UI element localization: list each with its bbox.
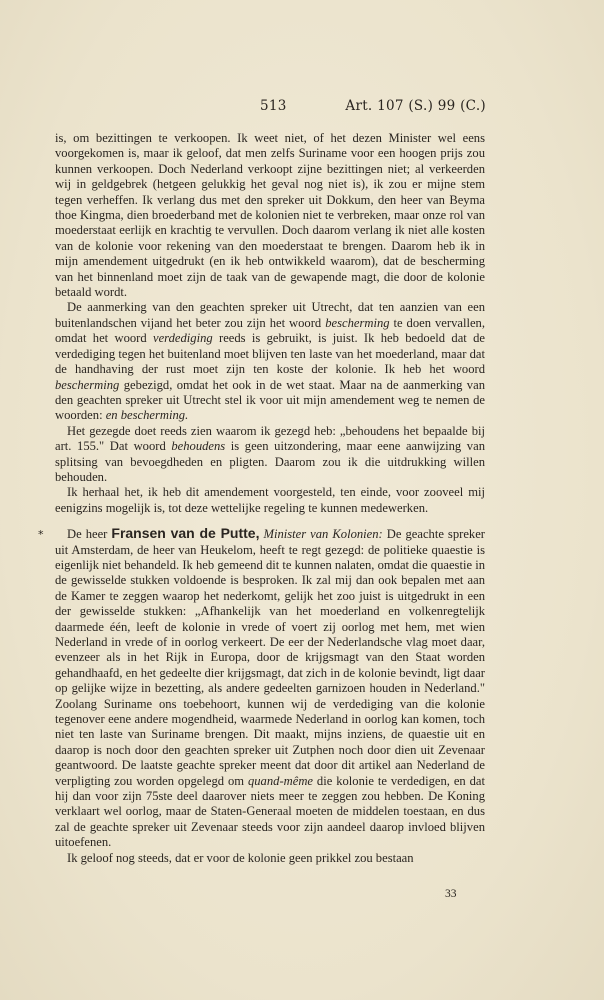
body-text xyxy=(55,131,485,866)
paragraph-1: is, om bezittingen te verkoopen. Ik weet niet, of het dezen Minister wel eens voorgekomen is, maar ik geloof, dat men zelfs Suriname voor een hoogen prijs zou kunnen verkoopen. Doch Nederland verkoopt zijne bezittingen niet; al verkeerden wij in geldgebrek (hetgeen gelukkig het geval nog niet is), ik zou er mijne stem tegen verheffen. Ik verlang dus met den spreker uit Dokkum, den heer van Beyma thoe Kingma, dien broederband met de kolonien niet te verbreken, maar onze rol van moederstaat eerlijk en krachtig te vervullen. Doch daarom verlang ik niet alle kosten van de kolonie voor rekening van den moederstaat te brengen. Daarom heb ik in mijn amendement uitgedrukt (en ik heb ontwikkeld waarom), dat de bescherming van het binnenland moet zijn de taak van de gewapende magt, die door de kolonie betaald wordt. xyxy=(55,131,485,300)
paragraph-3: Het gezegde doet reeds zien waarom ik gezegd heb: „behoudens het bepaalde bij art. 155." Dat woord behoudens is geen uitzondering, maar eene aanwijzing van splitsing van bevoegdheden en pligten. Daarom zou ik die uitdrukking willen behouden. xyxy=(55,423,485,484)
paragraph-4: Ik herhaal het, ik heb dit amendement voorgesteld, ten einde, voor zooveel mij eenigzins mogelijk is, tot deze wettelijke regeling te kunnen medewerken. xyxy=(55,485,485,515)
signature-mark: 33 xyxy=(445,888,457,900)
article-reference: Art. 107 (S.) 99 (C.) xyxy=(345,98,486,114)
running-header xyxy=(260,98,486,116)
speaker-role: Minister van Kolonien: xyxy=(263,527,383,542)
paragraph-6: Ik geloof nog steeds, dat er voor de kolonie geen prikkel zou bestaan xyxy=(67,850,414,865)
speaker-name: Fransen van de Putte, xyxy=(111,525,260,542)
page-number: 513 xyxy=(260,98,287,114)
paragraph-5: De heer Fransen van de Putte, Minister van Kolonien: De geachte spreker uit Amsterdam, de heer van Heukelom, heeft te regt gezegd: de politieke quaestie is eigenlijk niet behandeld. Ik heb gemeend dit te kunnen nalaten, omdat die quaestie in de gewisselde stukken voldoende is besproken. Ik zal mij dan ook bepalen met aan de Kamer te zeggen waarop het nederkomt, gelijk het zoo juist is uitgedrukt in een der gewisselde stukken: „Afhankelijk van het moederland en volkenregtelijk daarmede één, leeft de kolonie in vrede of voert zij oorlog met hem, met wien Nederland in vrede of in oorlog verkeert. De eer der Nederlandsche vlag moet daar, evenzeer als in het Rijk in Europa, door de krijgsmagt van den Staat worden gehandhaafd, en het gedeelte dier krijgsmagt, dat zich in de kolonie bevindt, ligt daar op gelijke wijze in bezetting, als andere gedeelten garnizoen houden in Nederland." Zoolang Suriname ons toebehoort, kunnen wij de verdediging van die kolonie tegenover eene andere mogendheid, waarmede Nederland in oorlog kan komen, toch niet ten laste van Suriname brengen. Dit maakt, mijns inziens, de quaestie uit en daarop is noch door den geachten spreker uit Zutphen noch door dien uit Zevenaar geantwoord. De laatste geachte spreker meent dat door dit artikel aan Nederland de verpligting zou worden opgelegd om quand-même die kolonie te verdedigen, en dat hij dan voor zijn 75ste deel daarover niets meer te zeggen zou hebben. De Koning verklaart wel oorlog, maar de Staten-Generaal moeten de middelen toestaan, en dus zal de geachte spreker uit Zevenaar steeds voor zijn aandeel daarop invloed blijven uitoefenen. xyxy=(55,525,485,850)
margin-mark: * xyxy=(38,528,44,541)
paragraph-2: De aanmerking van den geachten spreker uit Utrecht, dat ten aanzien van een buitenlandschen vijand het beter zou zijn het woord bescherming te doen vervallen, omdat het woord verdediging reeds is gebruikt, is juist. Ik heb bedoeld dat de verdediging tegen het buitenland moet blijven ten laste van het moederland, maar dat de handhaving der rust moet zijn ten koste der kolonie. Ik heb het woord bescherming gebezigd, omdat het ook in de wet staat. Maar na de aanmerking van den geachten spreker uit Utrecht stel ik voor uit mijn amendement weg te nemen de woorden: en bescherming. xyxy=(55,300,485,423)
